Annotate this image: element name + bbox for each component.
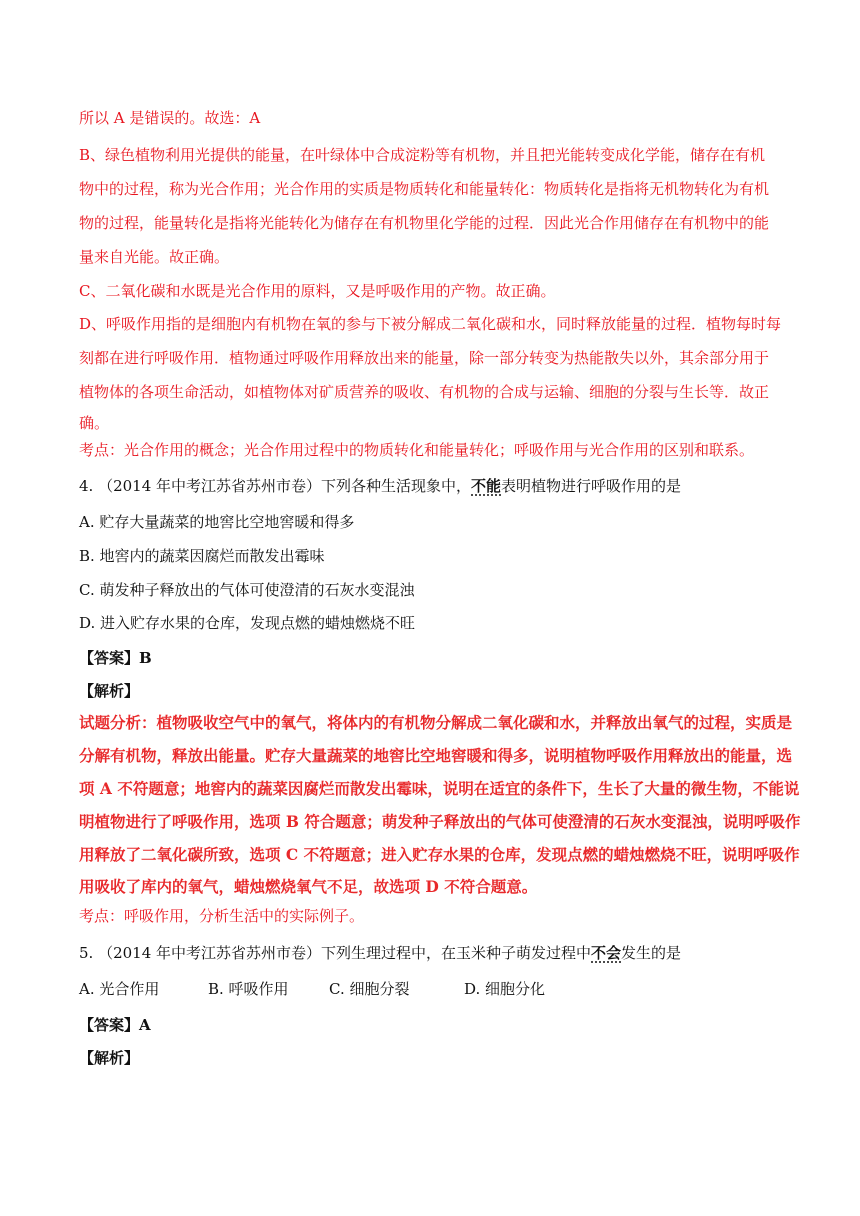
q5-option-a: A. 光合作用 <box>79 980 160 998</box>
q5-option-c: C. 细胞分裂 <box>329 980 410 998</box>
prev-b-line-4: 量来自光能。故正确。 <box>79 248 230 266</box>
q5-stem-part-1: 5. （2014 年中考江苏省苏州市卷）下列生理过程中，在玉米种子萌发过程中 <box>79 944 592 962</box>
prev-c-line: C、二氧化碳和水既是光合作用的原料，又是呼吸作用的产物。故正确。 <box>79 282 556 300</box>
prev-kaodian: 考点：光合作用的概念；光合作用过程中的物质转化和能量转化；呼吸作用与光合作用的区别和联系。 <box>79 441 755 459</box>
q4-kaodian: 考点：呼吸作用，分析生活中的实际例子。 <box>79 907 365 925</box>
q4-explanation-line-5: 用释放了二氧化碳所致，选项 C 不符题意；进入贮存水果的仓库，发现点燃的蜡烛燃烧不旺，说明呼吸作 <box>79 845 800 864</box>
q4-explanation-line-4: 明植物进行了呼吸作用，选项 B 符合题意；萌发种子释放出的气体可使澄清的石灰水变混浊，说明呼吸作 <box>79 812 801 831</box>
prev-d-line-1: D、呼吸作用指的是细胞内有机物在氧的参与下被分解成二氧化碳和水，同时释放能量的过程．植物每时每 <box>79 315 782 333</box>
prev-d-line-4: 确。 <box>79 414 110 432</box>
q4-explanation-line-3: 项 A 不符题意；地窖内的蔬菜因腐烂而散发出霉味，说明在适宜的条件下，生长了大量的微生物，不能说 <box>79 779 800 798</box>
prev-d-line-2: 刻都在进行呼吸作用．植物通过呼吸作用释放出来的能量，除一部分转变为热能散失以外，其余部分用于 <box>79 349 770 367</box>
q5-option-b: B. 呼吸作用 <box>208 980 289 998</box>
q4-stem <box>79 476 681 496</box>
q4-stem-part-1: 4. （2014 年中考江苏省苏州市卷）下列各种生活现象中， <box>79 477 472 495</box>
q4-explanation-line-2: 分解有机物，释放出能量。贮存大量蔬菜的地窖比空地窖暖和得多，说明植物呼吸作用释放出的能量，选 <box>79 746 793 765</box>
prev-b-line-1: B、绿色植物利用光提供的能量，在叶绿体中合成淀粉等有机物，并且把光能转变成化学能，储存在有机 <box>79 146 766 164</box>
q4-option-a: A. 贮存大量蔬菜的地窖比空地窖暖和得多 <box>79 513 355 531</box>
q4-stem-emphasis: 不能 <box>471 477 502 495</box>
prev-d-line-3: 植物体的各项生命活动，如植物体对矿质营养的吸收、有机物的合成与运输、细胞的分裂与生长等．故正 <box>79 383 770 401</box>
q4-explanation-line-6: 用吸收了库内的氧气，蜡烛燃烧氧气不足，故选项 D 不符合题意。 <box>79 877 538 896</box>
q4-option-c: C. 萌发种子释放出的气体可使澄清的石灰水变混浊 <box>79 581 415 599</box>
q5-options <box>79 979 545 999</box>
q5-analysis-label: 【解析】 <box>79 1049 140 1067</box>
prev-b-line-3: 物的过程，能量转化是指将光能转化为储存在有机物里化学能的过程．因此光合作用储存在有机物中的能 <box>79 214 770 232</box>
q4-analysis-label: 【解析】 <box>79 682 140 700</box>
q5-stem-part-2: 发生的是 <box>621 944 682 962</box>
q5-stem <box>79 943 681 963</box>
q5-stem-emphasis: 不会 <box>591 944 622 962</box>
q4-option-b: B. 地窖内的蔬菜因腐烂而散发出霉味 <box>79 547 325 565</box>
q5-option-d: D. 细胞分化 <box>464 980 546 998</box>
q4-stem-part-2: 表明植物进行呼吸作用的是 <box>501 477 682 495</box>
q4-answer: 【答案】B <box>79 649 152 667</box>
prev-b-line-2: 物中的过程，称为光合作用；光合作用的实质是物质转化和能量转化：物质转化是指将无机物转化为有机 <box>79 180 770 198</box>
q5-answer: 【答案】A <box>79 1016 151 1034</box>
q4-explanation-line-1: 试题分析：植物吸收空气中的氧气，将体内的有机物分解成二氧化碳和水，并释放出氧气的过程，实质是 <box>79 713 793 732</box>
prev-conclusion: 所以 A 是错误的。故选：A <box>79 109 261 127</box>
q4-option-d: D. 进入贮存水果的仓库，发现点燃的蜡烛燃烧不旺 <box>79 614 416 632</box>
